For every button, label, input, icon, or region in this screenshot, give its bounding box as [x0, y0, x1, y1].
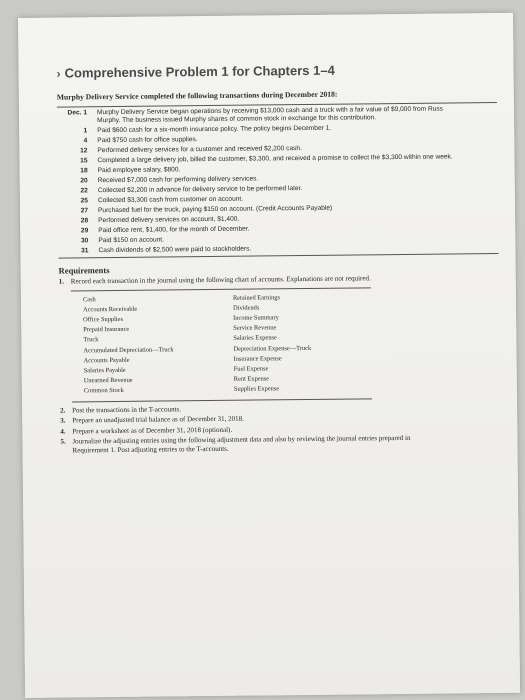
transaction-date: [57, 137, 97, 145]
transaction-text: Collected $3,300 cash from customer on account.: [97, 195, 244, 205]
account-name: Insurance Expense: [233, 354, 282, 363]
transaction-day: 20: [80, 177, 88, 185]
transaction-text: Paid employee salary, $800.: [97, 166, 181, 175]
account-name: Truck: [83, 336, 99, 344]
transaction-date: [57, 109, 97, 125]
requirements-list: [59, 273, 501, 455]
transaction-date: [58, 217, 98, 225]
transaction-date: [57, 157, 97, 165]
transaction-day: 12: [80, 147, 88, 155]
transaction-day: 1: [83, 127, 88, 135]
intro-text: Murphy Delivery Service completed the following transactions during December 2018:: [56, 89, 338, 102]
transaction-row: [57, 105, 497, 126]
requirement-text: Journalize the adjusting entries using the following adjustment data and also by reviewing the journal entries prepared in Requirement 1. Post adjusting entries to the T-accounts.: [72, 433, 411, 454]
paper-sheet: [18, 13, 520, 698]
account-name: Salaries Payable: [83, 366, 126, 375]
account-name: Prepaid Insurance: [83, 325, 130, 334]
transaction-date: [58, 187, 98, 195]
requirement-number: 4.: [60, 427, 66, 436]
transaction-text: Paid $750 cash for office supplies.: [97, 136, 198, 145]
transaction-list: [57, 105, 499, 256]
transaction-text: Performed delivery services for a customer and received $2,200 cash.: [97, 145, 302, 155]
requirement-number: 5.: [60, 437, 66, 446]
transaction-text: Collected $2,200 in advance for delivery service to be performed later.: [97, 185, 303, 195]
transaction-text: Paid $600 cash for a six-month insurance policy. The policy begins December 1.: [97, 124, 332, 135]
heading-text: Comprehensive Problem 1 for Chapters 1–4: [64, 62, 335, 81]
transaction-day: 30: [80, 237, 89, 245]
account-name: Salaries Expense: [233, 334, 277, 343]
transaction-text: Purchased fuel for the truck, paying $150 on account. (Credit Accounts Payable): [97, 204, 333, 215]
transaction-date: [58, 207, 98, 215]
account-name: Unearned Revenue: [83, 376, 133, 385]
account-name: Accounts Payable: [83, 356, 130, 365]
requirement-number: 3.: [60, 416, 66, 425]
transaction-date: [58, 197, 98, 205]
requirement-text: Record each transaction in the journal using the following chart of accounts. Explanations are not required.: [70, 274, 371, 286]
transaction-day: 29: [80, 227, 89, 235]
requirement-text: Prepare an unadjusted trial balance as of December 31, 2018.: [72, 414, 244, 425]
chevron-right-icon: ›: [56, 66, 61, 81]
requirement-item: [59, 273, 499, 286]
account-name: Accumulated Depreciation—Truck: [83, 345, 174, 354]
requirements-title: Requirements: [58, 265, 110, 276]
requirement-text: Prepare a worksheet as of December 31, 2018 (optional).: [72, 425, 233, 435]
account-name: Income Summary: [233, 314, 279, 322]
account-name: Office Supplies: [83, 315, 124, 324]
transaction-text: Received $7,000 cash for performing delivery services.: [97, 175, 259, 185]
account-name: Rent Expense: [233, 375, 270, 383]
requirement-number: 2.: [60, 406, 66, 415]
transaction-day: 22: [80, 187, 88, 195]
requirement-number: 1.: [58, 277, 65, 286]
transaction-text: Murphy Delivery Service began operations by receiving $13,000 cash and a truck with a fair value of $9,000 from Russ Murphy. The business issued Murphy shares of common stock in exchange for this contribution.: [96, 105, 444, 125]
transaction-day: 27: [80, 207, 89, 215]
accounts-column-right: [221, 292, 372, 396]
page-content: [57, 61, 501, 457]
account-name: Common Stock: [83, 387, 124, 395]
transaction-text: Cash dividends of $2,500 were paid to stockholders.: [98, 245, 252, 255]
problem-heading: [57, 61, 497, 81]
transaction-date: [57, 127, 97, 135]
requirement-item: [60, 433, 500, 455]
transaction-date: [58, 227, 98, 235]
transaction-text: Completed a large delivery job, billed the customer, $3,300, and received a promise to collect the $3,300 within one week.: [97, 153, 453, 165]
transaction-date: [58, 177, 98, 185]
account-name: Retained Earnings: [232, 293, 281, 302]
account-name: Fuel Expense: [233, 365, 269, 373]
transaction-date: [58, 237, 98, 245]
transaction-day: 4: [83, 137, 88, 145]
transaction-day: 31: [81, 247, 89, 255]
transaction-date: [58, 247, 98, 255]
transaction-day: 1: [83, 109, 88, 117]
account-name: Service Revenue: [233, 324, 277, 332]
remaining-requirements: [60, 402, 500, 455]
account-name: Cash: [82, 295, 96, 303]
account-name: Dividends: [233, 304, 260, 312]
transaction-text: Performed delivery services on account, $1,400.: [98, 215, 240, 225]
account-name: Accounts Receivable: [83, 305, 138, 314]
transaction-day: 28: [80, 217, 89, 225]
transaction-text: Paid $150 on account.: [98, 236, 164, 245]
transaction-day: 15: [80, 157, 88, 165]
accounts-column-left: [71, 293, 222, 397]
account-name: Depreciation Expense—Truck: [233, 344, 312, 353]
transaction-month: Dec.: [67, 109, 82, 117]
transaction-date: [57, 147, 97, 155]
requirement-text: Post the transactions in the T-accounts.: [72, 404, 182, 414]
transaction-text: Paid office rent, $1,400, for the month of December.: [98, 225, 250, 235]
transaction-date: [58, 167, 98, 175]
account-name: Supplies Expense: [233, 385, 280, 394]
transaction-day: 18: [80, 167, 88, 175]
transaction-day: 25: [80, 197, 88, 205]
chart-of-accounts: [71, 287, 372, 402]
